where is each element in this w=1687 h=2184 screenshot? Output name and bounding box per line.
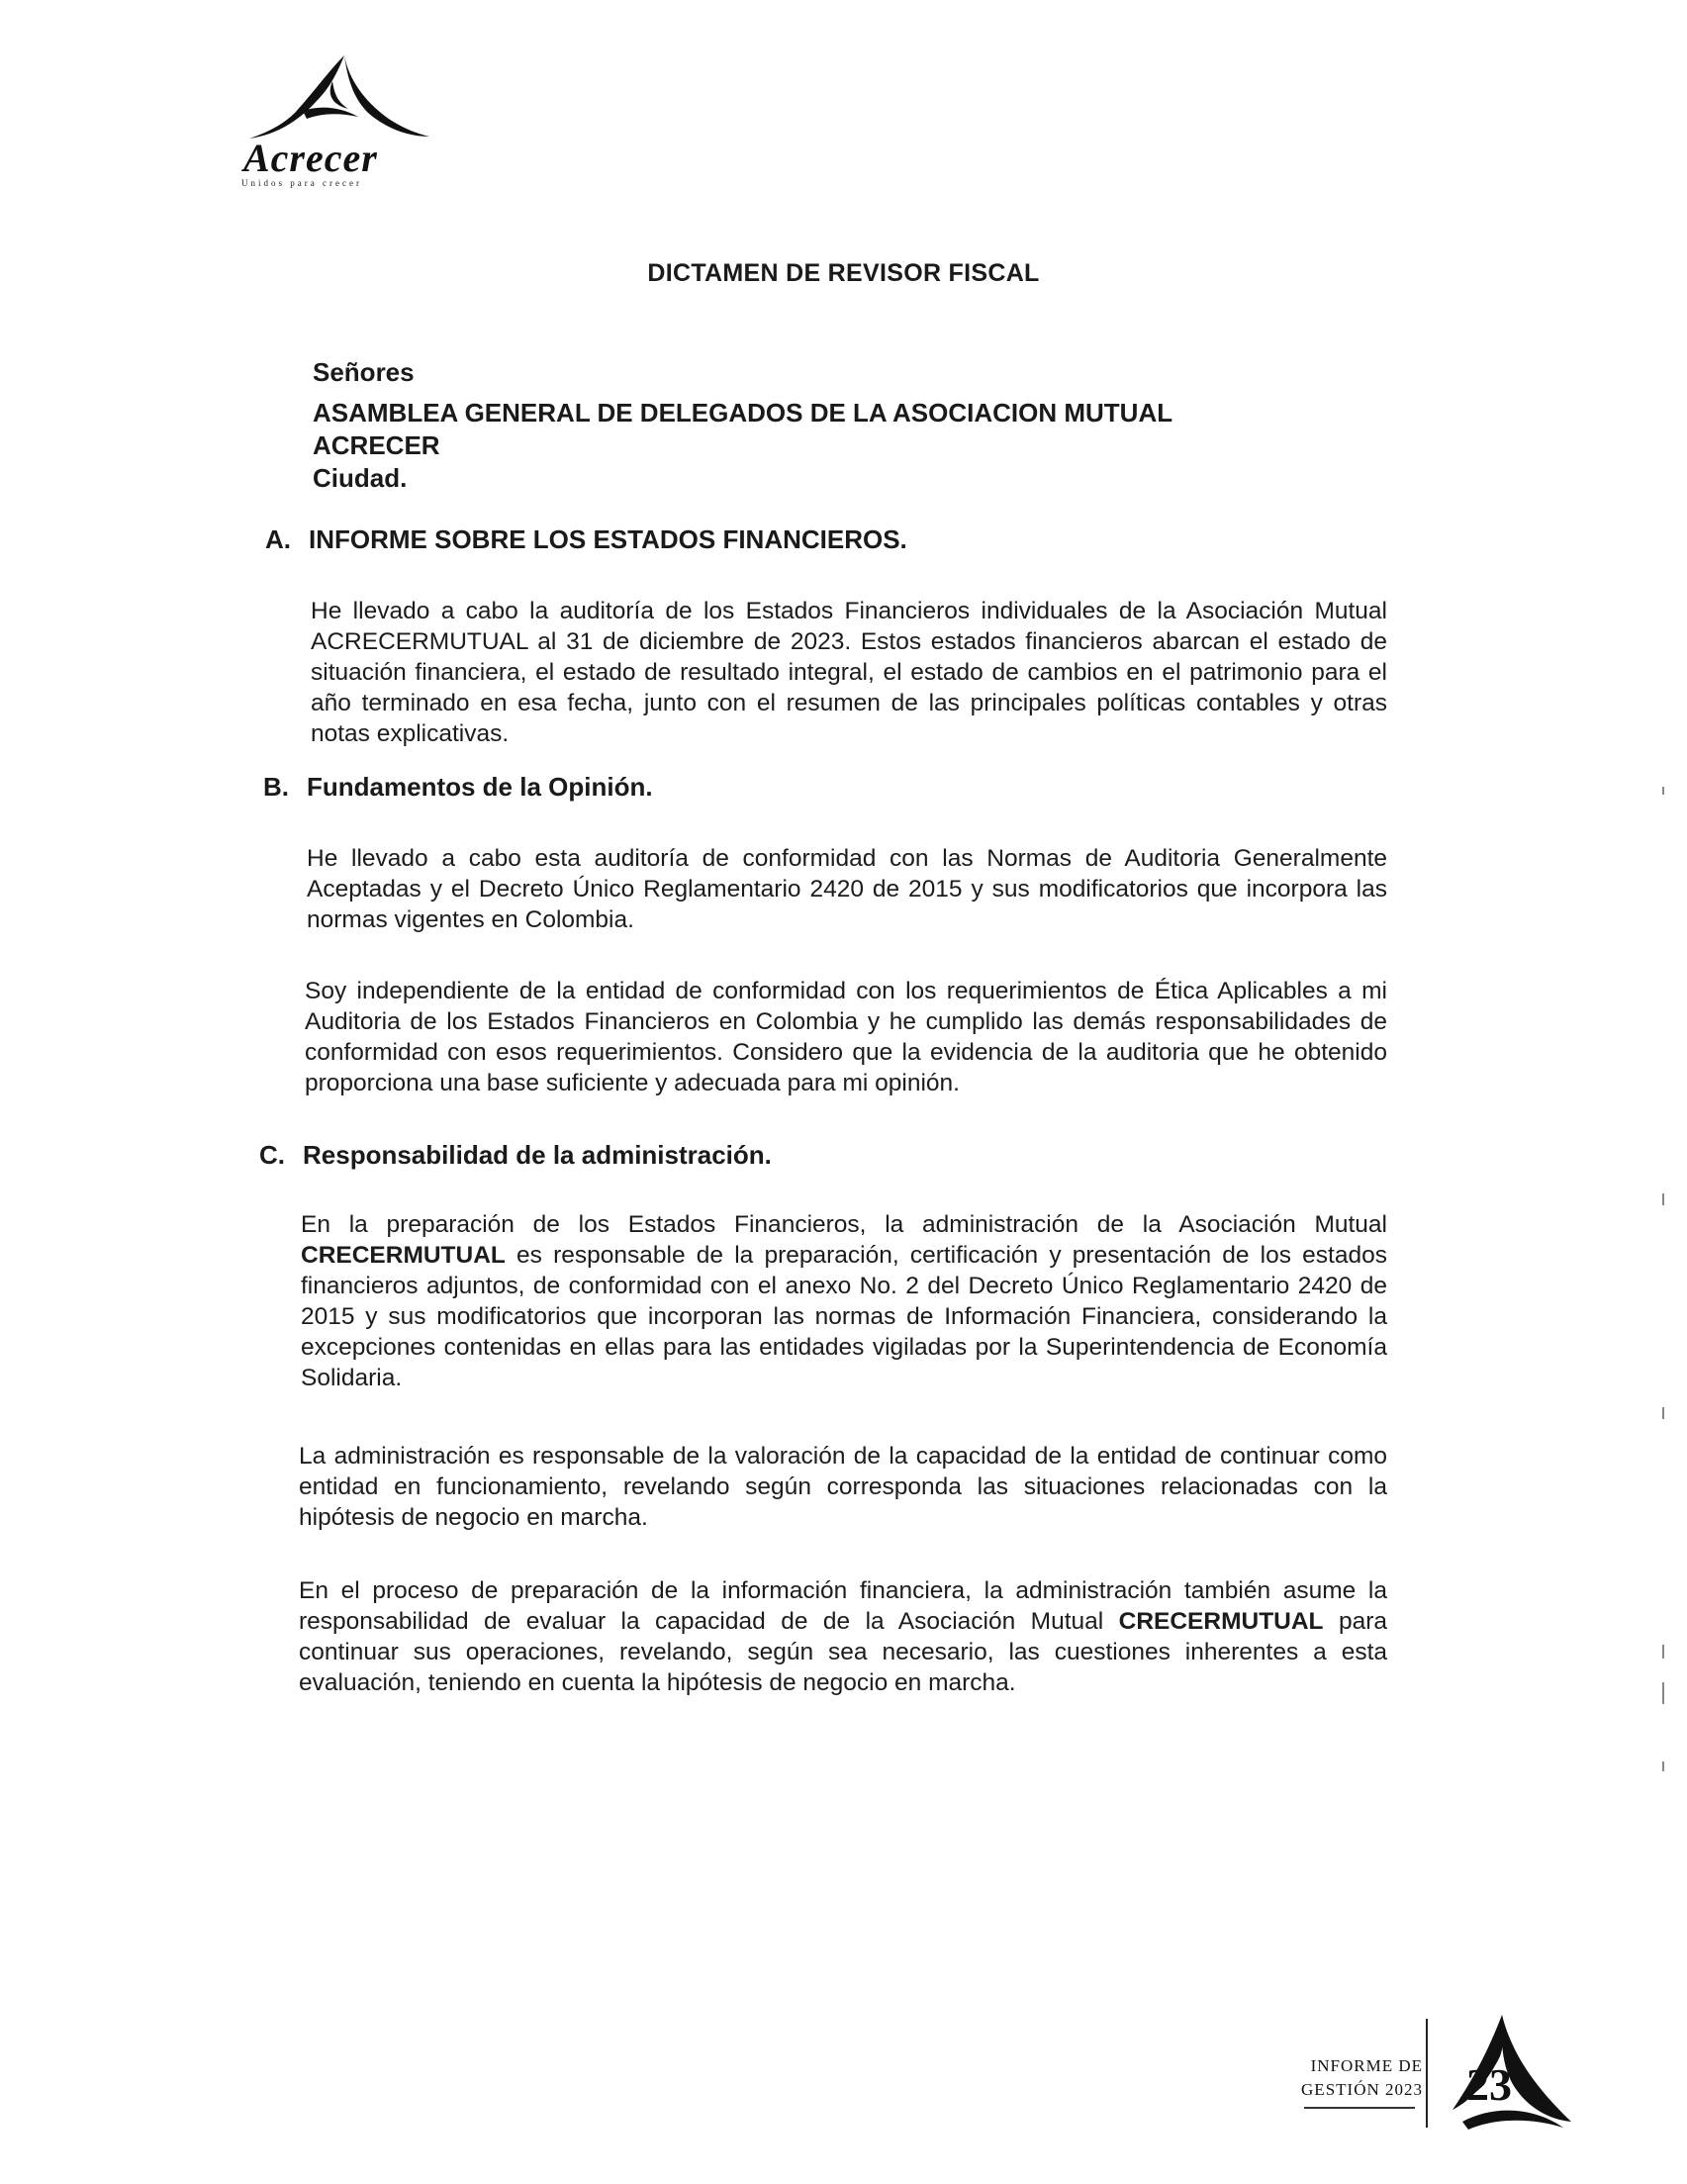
- section-a-paragraph-1: He llevado a cabo la auditoría de los Estados Financieros individuales de la Asociación Mutual ACRECERMUTUAL al 31 de diciembre de 2023. Estos estados financieros abarcan el estado de situación financiera, el estado de resultado integral, el estado de cambios en el patrimonio para el año terminado en esa fecha, junto con el resumen de las principales políticas contables y otras notas explicativas.: [311, 598, 1387, 747]
- section-c-p3-text-rest: para continuar sus operaciones, revelando, según sea necesario, las cuestiones inherentes a esta evaluación, teniendo en cuenta la hipótesis de negocio en marcha.: [299, 1608, 1387, 1696]
- addressee-line-1: ASAMBLEA GENERAL DE DELEGADOS DE LA ASOCIACION MUTUAL: [313, 398, 1173, 427]
- addressee-line-2: ACRECER: [313, 430, 440, 460]
- section-a-heading: [265, 524, 907, 555]
- addressee-block: [313, 356, 1401, 495]
- logo-wordmark: Acrecer: [243, 136, 378, 180]
- section-c-p1-entity: CRECERMUTUAL: [301, 1242, 506, 1269]
- section-c-title: Responsabilidad de la administración.: [303, 1140, 772, 1170]
- addressee-salutation: Señores: [313, 357, 415, 387]
- section-c-paragraph-2: La administración es responsable de la valoración de la capacidad de la entidad de continuar como entidad en funcionamiento, revelando según corresponda las situaciones relacionadas con la hipótesis de negocio en marcha.: [299, 1443, 1387, 1531]
- section-c-heading: [259, 1140, 772, 1171]
- addressee-line-3: Ciudad.: [313, 463, 408, 493]
- footer-label: [1301, 2054, 1423, 2102]
- acrecer-logo: [237, 51, 435, 190]
- document-title: DICTAMEN DE REVISOR FISCAL: [647, 259, 1040, 287]
- section-b-title: Fundamentos de la Opinión.: [307, 772, 653, 802]
- report-footer-badge: [1284, 2011, 1581, 2149]
- section-c-p3-entity: CRECERMUTUAL: [1118, 1608, 1324, 1635]
- section-c-p1-text: En la preparación de los Estados Financieros, la administración de la Asociación Mutual: [301, 1211, 1387, 1238]
- section-a-title: INFORME SOBRE LOS ESTADOS FINANCIEROS.: [309, 524, 907, 554]
- footer-label-line-2: GESTIÓN 2023: [1301, 2080, 1423, 2099]
- logo-tagline: Unidos para crecer: [241, 178, 362, 188]
- section-b-letter: B.: [263, 772, 289, 802]
- section-a-letter: A.: [265, 524, 291, 554]
- section-b-heading: [263, 772, 653, 803]
- footer-divider: [1426, 2019, 1428, 2128]
- footer-year-number: 23: [1466, 2059, 1512, 2110]
- section-c-paragraph-1: [301, 1209, 1387, 1393]
- section-c-p3-text: En el proceso de preparación de la información financiera, la administración también asume la responsabilidad de evaluar la capacidad de de la Asociación Mutual: [299, 1577, 1387, 1635]
- section-c-letter: C.: [259, 1140, 285, 1170]
- section-c-paragraph-3: [299, 1575, 1387, 1698]
- footer-underline: [1304, 2107, 1415, 2109]
- footer-label-line-1: INFORME DE: [1310, 2056, 1423, 2075]
- section-b-paragraph-1: He llevado a cabo esta auditoría de conformidad con las Normas de Auditoria Generalmente Aceptadas y el Decreto Único Reglamentario 2420 de 2015 y sus modificatorios que incorpora las normas vigentes en Colombia.: [307, 845, 1387, 933]
- section-b-paragraph-2: Soy independiente de la entidad de conformidad con los requerimientos de Ética Aplicables a mi Auditoria de los Estados Financieros en Colombia y he cumplido las demás responsabilidades de conformidad con esos requerimientos. Considero que la evidencia de la auditoria que he obtenido proporciona una base suficiente y adecuada para mi opinión.: [305, 978, 1387, 1096]
- section-c-p1-text-rest: es responsable de la preparación, certificación y presentación de los estados financieros adjuntos, de conformidad con el anexo No. 2 del Decreto Único Reglamentario 2420 de 2015 y sus modificatorios que incorporan las normas de Información Financiera, considerando la excepciones contenidas en ellas para las entidades vigiladas por la Superintendencia de Economía Solidaria.: [301, 1242, 1387, 1391]
